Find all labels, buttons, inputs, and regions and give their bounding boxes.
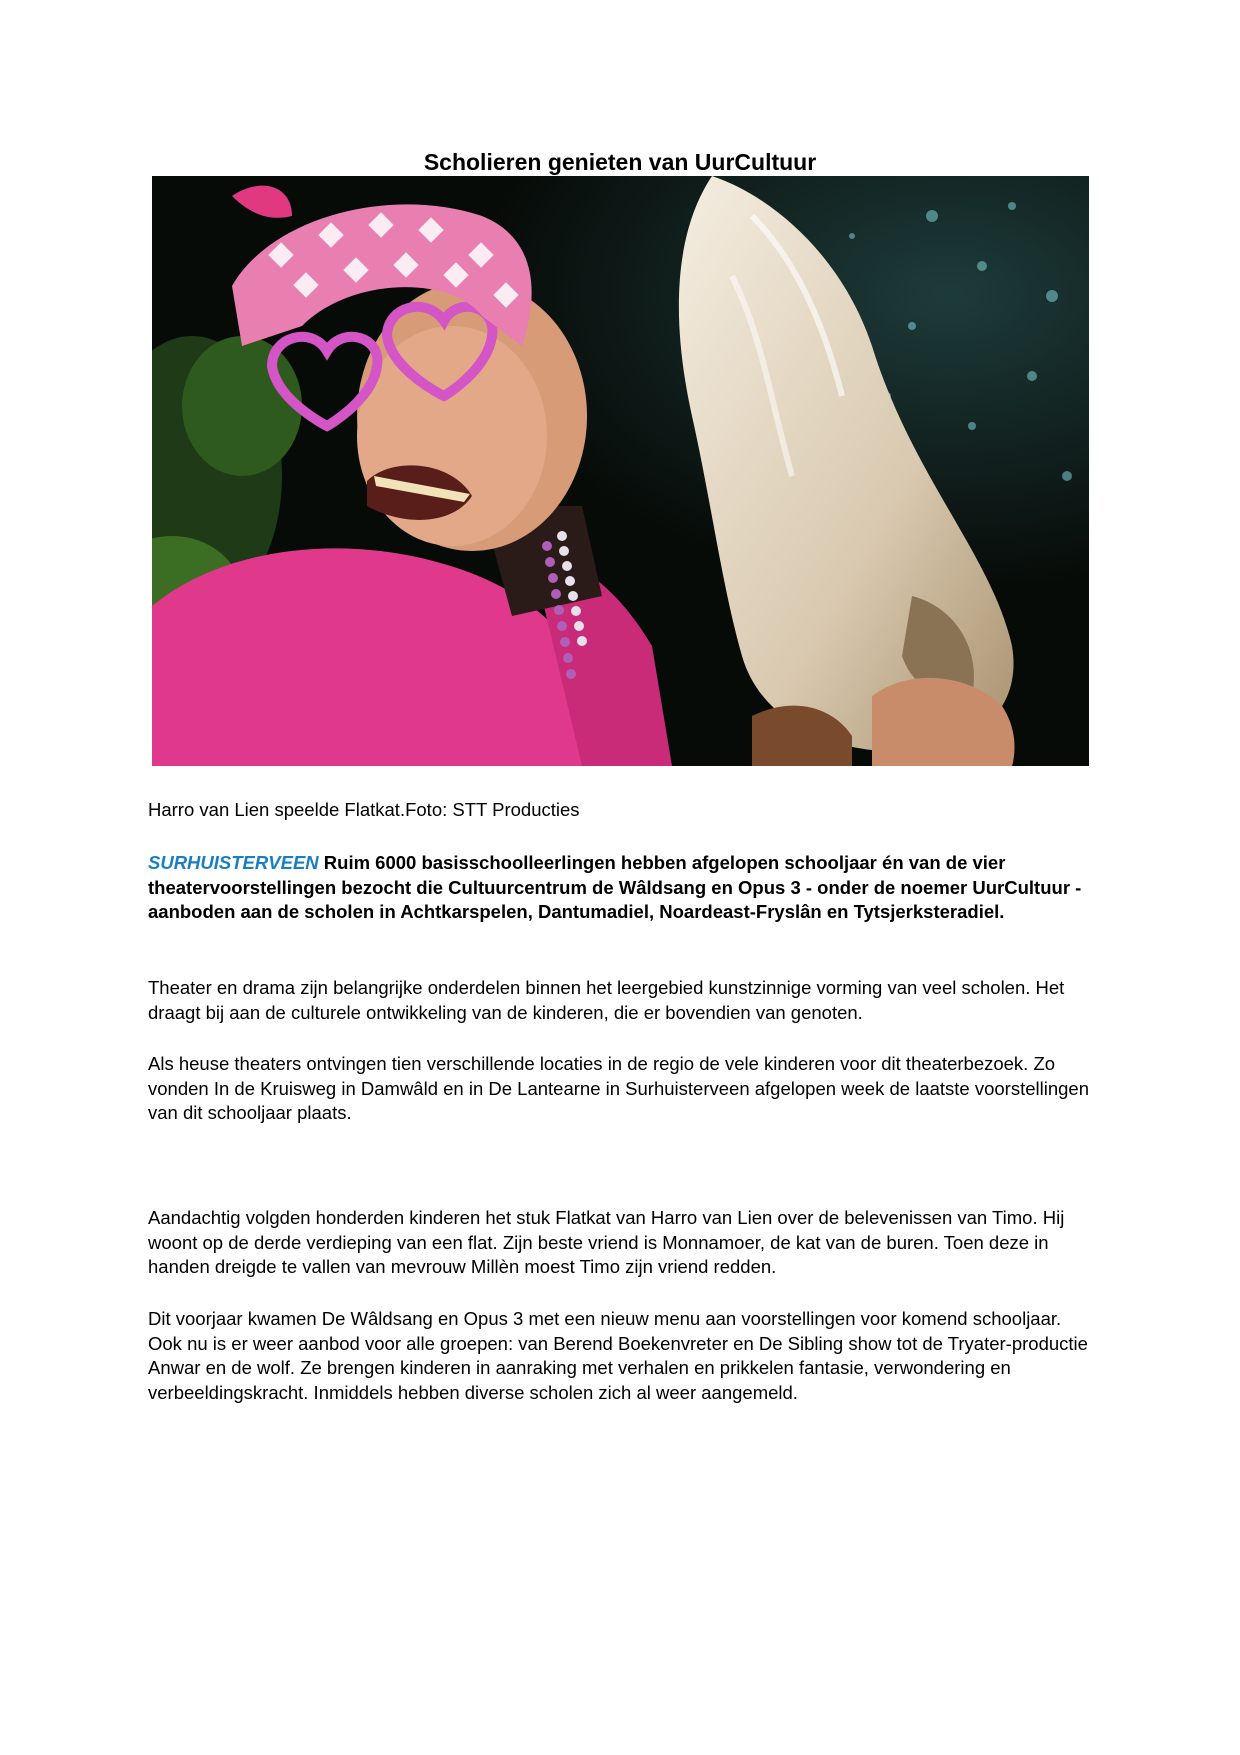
article-title: Scholieren genieten van UurCultuur	[423, 149, 817, 175]
lead-text: Ruim 6000 basisschoolleerlingen hebben afgelopen schooljaar én van de vier theatervoorstellingen bezocht die Cultuurcentrum de Wâldsang en Opus 3 - onder de noemer UurCultuur - aanboden aan de scholen in Achtkarspelen, Dantumadiel, Noardeast-Fryslân en Tytsjerksteradiel.	[148, 852, 1082, 922]
paragraph: Aandachtig volgden honderden kinderen het stuk Flatkat van Harro van Lien over de belevenissen van Timo. Hij woont op de derde verdieping van een flat. Zijn beste vriend is Monnamoer, de kat van de buren. Toen deze in handen dreigde te vallen van mevrouw Millèn moest Timo zijn vriend redden.	[148, 1207, 1065, 1277]
paragraph: Theater en drama zijn belangrijke onderdelen binnen het leergebied kunstzinnige vorming van veel scholen. Het draagt bij aan de culturele ontwikkeling van de kinderen, die er bovendien van genoten.	[148, 977, 1065, 1023]
paragraph: Dit voorjaar kwamen De Wâldsang en Opus 3 met een nieuw menu aan voorstellingen voor komend schooljaar. Ook nu is er weer aanbod voor alle groepen: van Berend Boekenvreter en De Sibling show tot de Tryater-productie Anwar en de wolf. Ze brengen kinderen in aanraking met verhalen en prikkelen fantasie, verwondering en verbeeldingskracht. Inmiddels hebben diverse scholen zich al weer aangemeld.	[148, 1308, 1088, 1403]
photo-caption: Harro van Lien speelde Flatkat.Foto: STT Producties	[148, 799, 580, 820]
article-photo	[152, 176, 1089, 766]
article-lead	[148, 851, 1098, 925]
paragraph: Als heuse theaters ontvingen tien verschillende locaties in de regio de vele kinderen voor dit theaterbezoek. Zo vonden In de Kruisweg in Damwâld en in De Lantearne in Surhuisterveen afgelopen week de laatste voorstellingen van dit schooljaar plaats.	[148, 1053, 1090, 1123]
dateline-place: SURHUISTERVEEN	[148, 852, 319, 873]
